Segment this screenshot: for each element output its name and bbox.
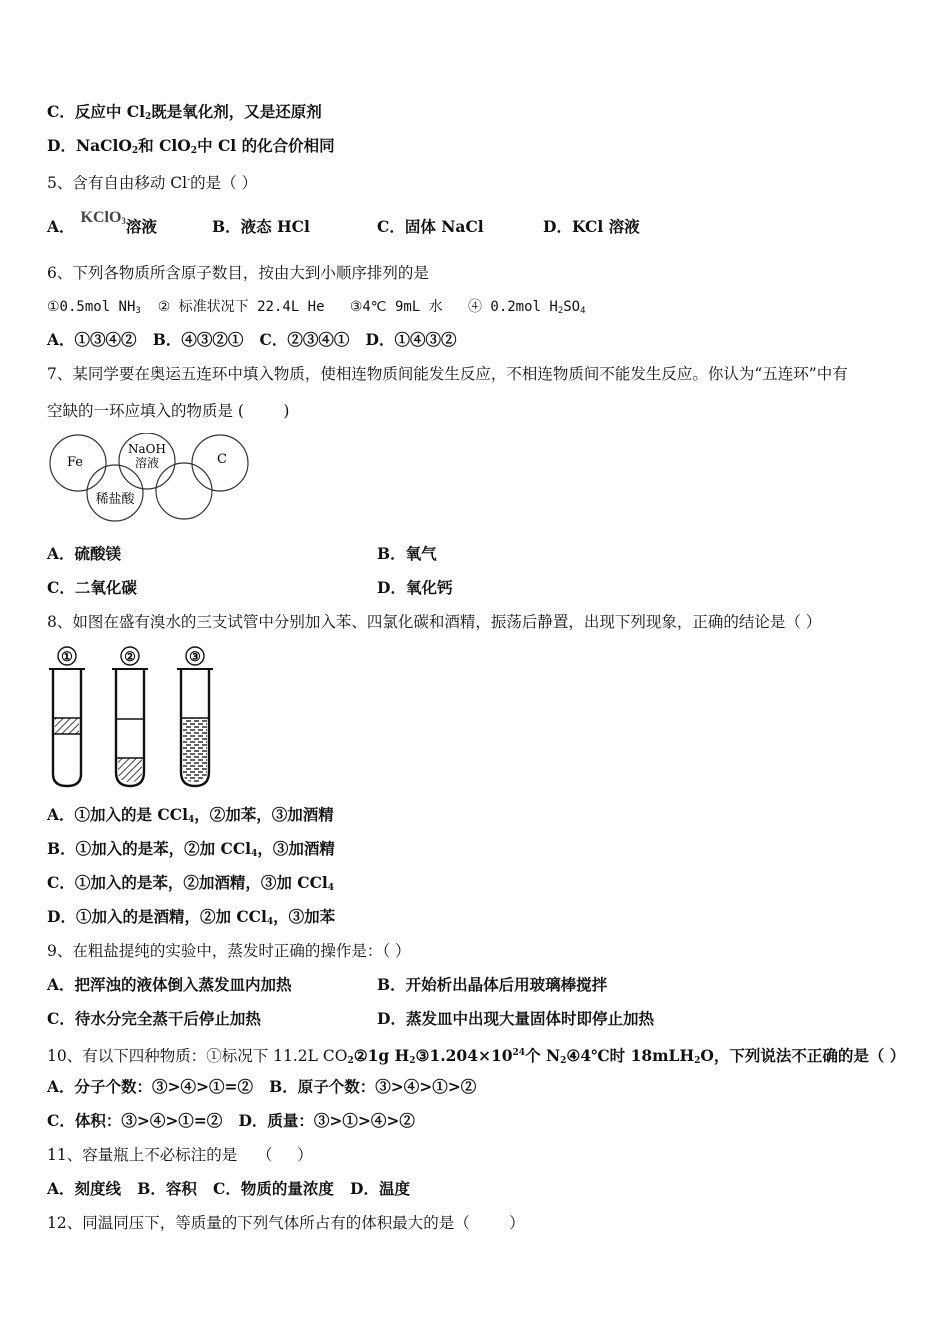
test-tube-3: [177, 647, 213, 786]
q8-option-a: A．①加入的是 CCl$_4$，②加苯，③加酒精: [47, 805, 334, 825]
q5-option-d: D．KCl 溶液: [543, 217, 640, 236]
q8-option-d: D．①加入的是酒精，②加 CCl$_4$，③加苯: [47, 907, 336, 927]
q6-stem: 6、下列各物质所含原子数目，按由大到小顺序排列的是: [47, 264, 429, 282]
ring-c-label: C: [217, 452, 227, 467]
q5-option-b: B．液态 HCl: [212, 217, 310, 236]
ring-hcl-label: 稀盐酸: [95, 492, 135, 507]
tube-1-colored-layer: [55, 718, 79, 734]
q9-stem: 9、在粗盐提纯的实验中，蒸发时正确的操作是：（ ）: [47, 942, 411, 960]
q5-option-c: C．固体 NaCl: [377, 217, 484, 236]
q8-option-c: C．①加入的是苯，②加酒精，③加 CCl$_4$: [47, 873, 335, 893]
q4-option-c: C．反应中 $Cl_2$既是氧化剂，又是还原剂: [47, 102, 322, 122]
q6-items: ①0.5mol $NH_3$ ② 标准状况下 22.4L He ③4℃ 9mL 水 ④ 0.2mol $H_2SO_4$: [47, 299, 586, 316]
q9-option-a: A．把浑浊的液体倒入蒸发皿内加热: [47, 975, 292, 994]
q10-options-line1: A．分子个数：③>④>①=② B．原子个数：③>④>①>②: [47, 1077, 477, 1096]
q7-option-a: A．硫酸镁: [47, 544, 122, 563]
tube-3-label: ③: [189, 650, 201, 665]
tube-2-label: ②: [124, 650, 136, 665]
q11-stem: 11、容量瓶上不必标注的是 （ ）: [47, 1146, 313, 1164]
q7-option-b: B．氧气: [377, 544, 437, 563]
q5-option-a: A． KClO$_3$溶液: [47, 209, 157, 236]
q4-option-d: D．NaClO$_2$和 ClO$_2$中 Cl 的化合价相同: [47, 136, 335, 156]
tube-2-colored-layer: [118, 758, 142, 782]
q12-stem: 12、同温同压下，等质量的下列气体所占有的体积最大的是（ ）: [47, 1214, 525, 1232]
q10-options-line2: C．体积：③>④>①=② D．质量：③>①>④>②: [47, 1111, 415, 1130]
test-tube-1: [49, 647, 85, 786]
q6-options: A．①③④② B．④③②① C．②③④① D．①④③②: [47, 330, 457, 349]
q7-stem-line2: 空缺的一环应填入的物质是 ( ): [47, 402, 290, 420]
q8-stem: 8、如图在盛有溴水的三支试管中分别加入苯、四氯化碳和酒精，振荡后静置，出现下列现象，正确的结论是（ ）: [47, 613, 822, 631]
kclo3-formula-image: KClO$_3$: [80, 209, 126, 226]
ring-naoh-label-2: 溶液: [134, 456, 160, 470]
q9-option-d: D．蒸发皿中出现大量固体时即停止加热: [377, 1009, 654, 1028]
q7-option-c: C．二氧化碳: [47, 578, 137, 597]
tube-3-uniform-layer: [183, 718, 207, 782]
q10-stem: 10、有以下四种物质：①标况下 11.2L $CO_2②1g$ $H_2③1.204\times 10^{24}$个 $N_2④4℃$时 18mLH$_2$O，下列说法不正确的是（ ）: [47, 1046, 906, 1066]
ring-empty: [156, 463, 212, 519]
q9-option-c: C．待水分完全蒸干后停止加热: [47, 1009, 261, 1028]
olympic-rings-diagram: [45, 433, 255, 525]
q7-stem-line1: 7、某同学要在奥运五连环中填入物质，使相连物质间能发生反应，不相连物质间不能发生反应。你认为“五连环”中有: [47, 365, 848, 383]
ring-fe-label: Fe: [66, 455, 84, 470]
ring-naoh-label-1: NaOH: [128, 442, 166, 456]
test-tube-2: [112, 647, 148, 786]
q11-options: A．刻度线 B．容积 C．物质的量浓度 D．温度: [47, 1179, 410, 1198]
tube-1-label: ①: [61, 650, 73, 665]
q7-option-d: D．氧化钙: [377, 578, 453, 597]
q9-option-b: B．开始析出晶体后用玻璃棒搅拌: [377, 975, 608, 994]
test-tubes-diagram: [45, 644, 225, 790]
q8-option-b: B．①加入的是苯，②加 CCl$_4$，③加酒精: [47, 839, 335, 859]
q5-stem: 5、含有自由移动 Cl-的是（ ）: [47, 174, 258, 192]
